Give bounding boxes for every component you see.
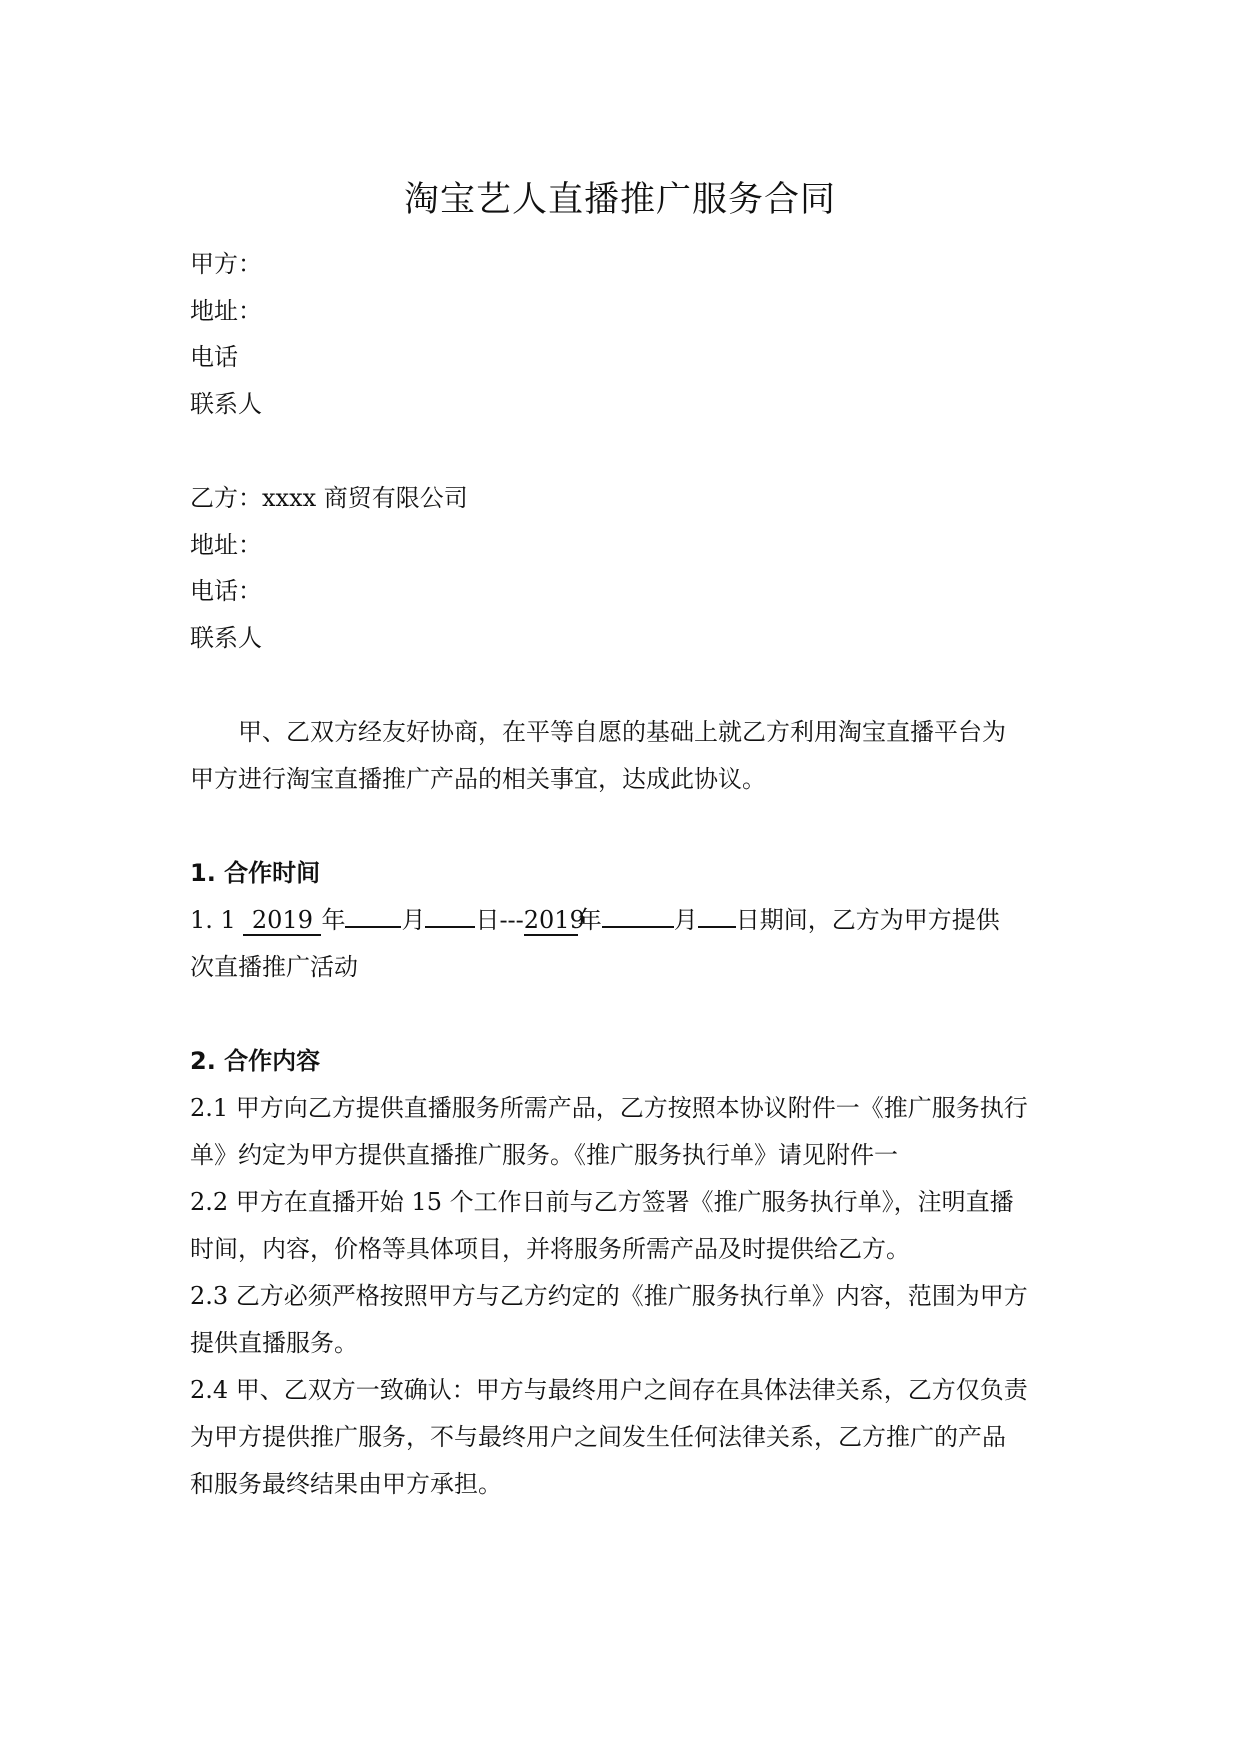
start-year-field: 2019 bbox=[243, 906, 321, 936]
date-range-dash: --- bbox=[499, 906, 524, 934]
start-month-suffix: 月 bbox=[401, 906, 426, 934]
clause-1-1-number: 1. 1 bbox=[190, 906, 236, 934]
section-2-line: 2.3 乙方必须严格按照甲方与乙方约定的《推广服务执行单》内容，范围为甲方 bbox=[190, 1282, 1028, 1310]
end-day-blank bbox=[698, 926, 736, 928]
party-b-address-label: 地址： bbox=[190, 531, 262, 559]
party-a-contact-label: 联系人 bbox=[190, 390, 262, 418]
end-year-field: 2019 bbox=[523, 906, 585, 934]
section-2-line: 2.2 甲方在直播开始 15 个工作日前与乙方签署《推广服务执行单》，注明直播 bbox=[190, 1188, 1014, 1216]
section-2-line: 2.1 甲方向乙方提供直播服务所需产品，乙方按照本协议附件一《推广服务执行 bbox=[190, 1094, 1028, 1122]
section-2-line: 为甲方提供推广服务，不与最终用户之间发生任何法律关系，乙方推广的产品 bbox=[190, 1423, 1006, 1451]
start-day-suffix: 日 bbox=[475, 906, 500, 934]
section-2-line: 时间，内容，价格等具体项目，并将服务所需产品及时提供给乙方。 bbox=[190, 1235, 910, 1263]
party-a-address-label: 地址： bbox=[190, 297, 262, 325]
party-b-contact-label: 联系人 bbox=[190, 624, 262, 652]
preamble-line-1: 甲、乙双方经友好协商，在平等自愿的基础上就乙方利用淘宝直播平台为 bbox=[238, 718, 1006, 746]
clause-1-1 bbox=[190, 904, 1000, 936]
end-year-suffix: 年 bbox=[577, 906, 602, 934]
section-2-line: 和服务最终结果由甲方承担。 bbox=[190, 1470, 502, 1498]
start-year-suffix: 年 bbox=[321, 906, 346, 934]
section-2-line: 提供直播服务。 bbox=[190, 1329, 358, 1357]
party-b-phone-label: 电话： bbox=[190, 577, 262, 605]
start-day-blank bbox=[425, 926, 475, 928]
party-b-name-label: 乙方：xxxx 商贸有限公司 bbox=[190, 484, 468, 512]
section-2-line: 2.4 甲、乙双方一致确认：甲方与最终用户之间存在具体法律关系，乙方仅负责 bbox=[190, 1376, 1028, 1404]
end-month-blank bbox=[602, 926, 674, 928]
start-month-blank bbox=[345, 926, 401, 928]
section-2-line: 单》约定为甲方提供直播推广服务。《推广服务执行单》请见附件一 bbox=[190, 1141, 898, 1169]
preamble-line-2: 甲方进行淘宝直播推广产品的相关事宜，达成此协议。 bbox=[190, 765, 766, 793]
section-2-heading: 2. 合作内容 bbox=[190, 1047, 321, 1075]
clause-1-1-tail: 日期间，乙方为甲方提供 bbox=[735, 906, 1000, 934]
document-title: 淘宝艺人直播推广服务合同 bbox=[403, 180, 836, 220]
end-month-suffix: 月 bbox=[673, 906, 698, 934]
party-a-name-label: 甲方： bbox=[190, 250, 262, 278]
clause-1-1-line-2: 次直播推广活动 bbox=[190, 953, 358, 981]
party-a-phone-label: 电话 bbox=[190, 343, 238, 371]
section-1-heading: 1. 合作时间 bbox=[190, 859, 321, 887]
